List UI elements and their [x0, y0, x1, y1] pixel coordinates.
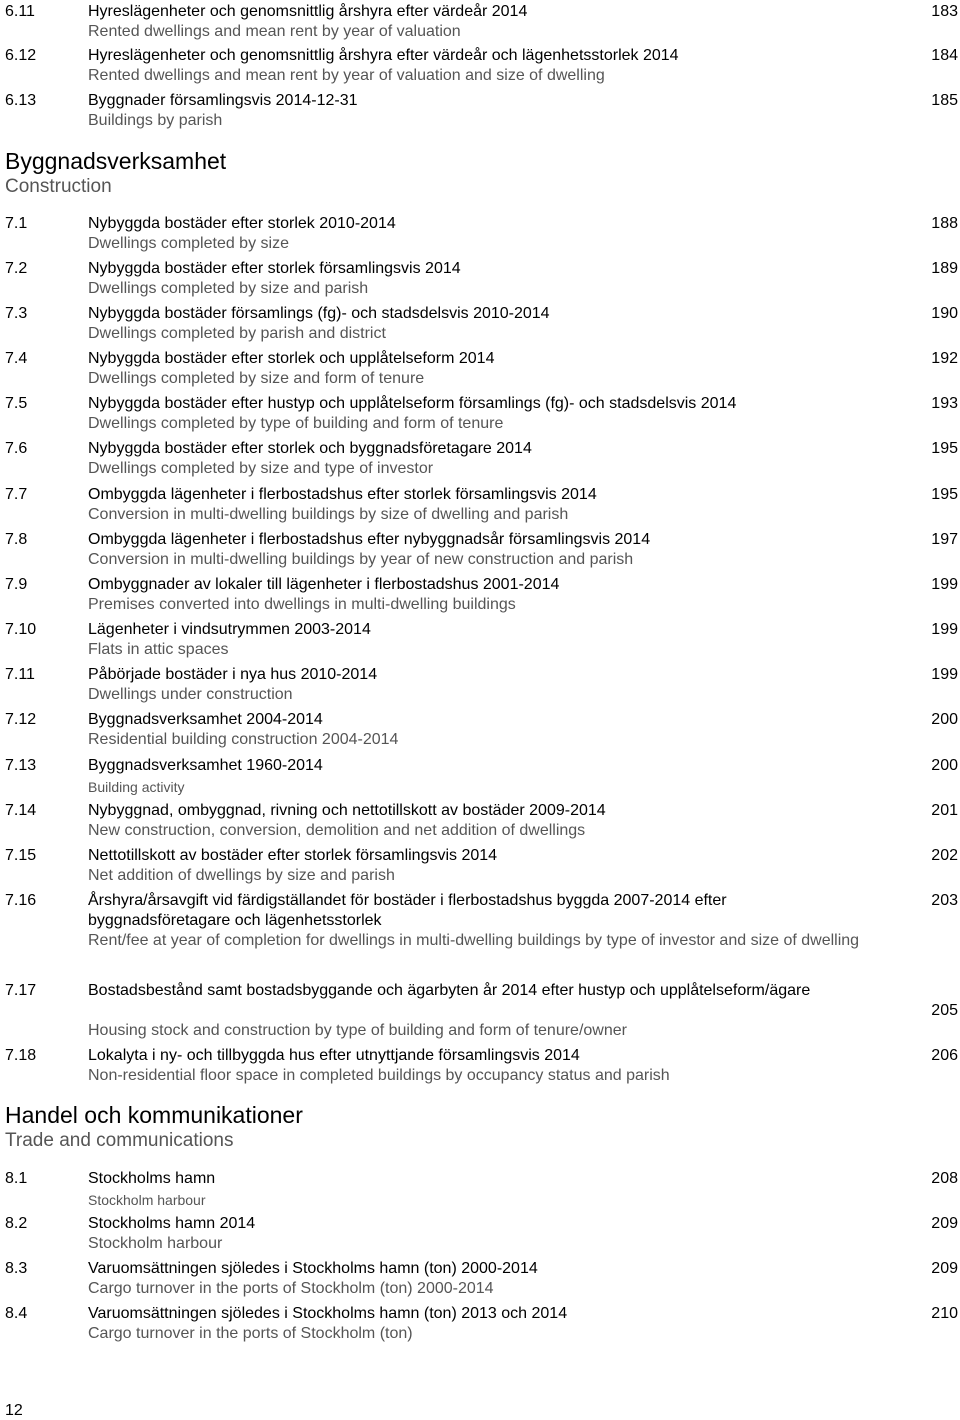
entry-page-number: 209 [931, 1260, 958, 1277]
entry-page-number: 199 [931, 666, 958, 683]
entry-page-number: 185 [931, 92, 958, 109]
entry-subtitle: Stockholm harbour [88, 1192, 206, 1208]
entry-page-number: 190 [931, 305, 958, 322]
entry-number: 7.10 [5, 621, 37, 638]
entry-page-number: 203 [931, 892, 958, 909]
entry-subtitle: Conversion in multi-dwelling buildings by size of dwelling and parish [88, 506, 569, 523]
entry-subtitle: Flats in attic spaces [88, 641, 229, 658]
entry-number: 7.8 [5, 531, 28, 548]
entry-page-number: 193 [931, 395, 958, 412]
entry-number: 6.12 [5, 47, 37, 64]
entry-number: 7.9 [5, 576, 28, 593]
entry-number: 7.11 [5, 666, 35, 683]
entry-title: Varuomsättningen sjöledes i Stockholms hamn (ton) 2000-2014 [88, 1260, 538, 1277]
entry-subtitle: Net addition of dwellings by size and parish [88, 867, 395, 884]
entry-page-number: 183 [931, 3, 958, 20]
entry-page-number: 200 [931, 711, 958, 728]
entry-page-number: 188 [931, 215, 958, 232]
entry-number: 7.13 [5, 757, 37, 774]
entry-subtitle: Rented dwellings and mean rent by year of valuation [88, 23, 461, 40]
entry-title: Nettotillskott av bostäder efter storlek församlingsvis 2014 [88, 847, 498, 864]
entry-title: Varuomsättningen sjöledes i Stockholms hamn (ton) 2013 och 2014 [88, 1305, 568, 1322]
entry-title: Ombyggda lägenheter i flerbostadshus efter nybyggnadsår församlingsvis 2014 [88, 531, 651, 548]
entry-title: Hyreslägenheter och genomsnittlig årshyra efter värdeår och lägenhetsstorlek 2014 [88, 47, 679, 64]
footer-page-number: 12 [5, 1402, 23, 1419]
entry-title: Ombyggnader av lokaler till lägenheter i flerbostadshus 2001-2014 [88, 576, 560, 593]
entry-subtitle: Premises converted into dwellings in multi-dwelling buildings [88, 596, 516, 613]
entry-subtitle: Housing stock and construction by type of building and form of tenure/owner [88, 1022, 627, 1039]
entry-number: 7.14 [5, 802, 37, 819]
entry-page-number: 192 [931, 350, 958, 367]
entry-title: Nybyggda bostäder efter storlek församlingsvis 2014 [88, 260, 461, 277]
section-heading: Byggnadsverksamhet [5, 148, 227, 174]
entry-title: Nybyggnad, ombyggnad, rivning och nettotillskott av bostäder 2009-2014 [88, 802, 606, 819]
entry-subtitle: Dwellings under construction [88, 686, 293, 703]
entry-page-number: 206 [931, 1047, 958, 1064]
entry-title: Nybyggda bostäder efter storlek och upplåtelseform 2014 [88, 350, 495, 367]
section-heading: Handel och kommunikationer [5, 1102, 303, 1128]
entry-number: 7.7 [5, 486, 28, 503]
entry-title: Nybyggda bostäder församlings (fg)- och stadsdelsvis 2010-2014 [88, 305, 550, 322]
entry-title: Påbörjade bostäder i nya hus 2010-2014 [88, 666, 378, 683]
entry-title: Årshyra/årsavgift vid färdigställandet för bostäder i flerbostadshus byggda 2007-2014 efter byggnadsföretagare och lägenhetsstorlek [88, 892, 727, 929]
entry-number: 7.12 [5, 711, 37, 728]
entry-number: 7.2 [5, 260, 28, 277]
entry-page-number: 210 [931, 1305, 958, 1322]
entry-title: Nybyggda bostäder efter storlek och byggnadsföretagare 2014 [88, 440, 532, 457]
entry-page-number: 195 [931, 440, 958, 457]
entry-title: Lägenheter i vindsutrymmen 2003-2014 [88, 621, 371, 638]
entry-title: Byggnader församlingsvis 2014-12-31 [88, 92, 358, 109]
entry-title: Stockholms hamn [88, 1170, 216, 1187]
entry-page-number: 197 [931, 531, 958, 548]
entry-subtitle: Non-residential floor space in completed buildings by occupancy status and parish [88, 1067, 670, 1084]
entry-page-number: 205 [931, 1002, 958, 1019]
entry-number: 8.4 [5, 1305, 28, 1322]
entry-page-number: 200 [931, 757, 958, 774]
entry-subtitle: Dwellings completed by size and parish [88, 280, 369, 297]
entry-number: 7.18 [5, 1047, 37, 1064]
entry-number: 7.5 [5, 395, 28, 412]
entry-title: Nybyggda bostäder efter storlek 2010-2014 [88, 215, 396, 232]
entry-title: Nybyggda bostäder efter hustyp och upplåtelseform församlings (fg)- och stadsdelsvis 2014 [88, 395, 737, 412]
entry-subtitle: Buildings by parish [88, 112, 223, 129]
entry-number: 8.3 [5, 1260, 28, 1277]
entry-number: 8.2 [5, 1215, 28, 1232]
entry-title: Byggnadsverksamhet 2004-2014 [88, 711, 323, 728]
section-subheading: Trade and communications [5, 1130, 234, 1151]
entry-page-number: 209 [931, 1215, 958, 1232]
entry-title: Ombyggda lägenheter i flerbostadshus efter storlek församlingsvis 2014 [88, 486, 597, 503]
entry-subtitle: Rented dwellings and mean rent by year of valuation and size of dwelling [88, 67, 605, 84]
entry-subtitle: Dwellings completed by type of building and form of tenure [88, 415, 504, 432]
entry-number: 8.1 [5, 1170, 28, 1187]
entry-number: 7.1 [5, 215, 28, 232]
entry-number: 7.3 [5, 305, 28, 322]
entry-subtitle: Residential building construction 2004-2014 [88, 731, 399, 748]
entry-subtitle: Dwellings completed by size [88, 235, 289, 252]
entry-number: 6.13 [5, 92, 37, 109]
entry-subtitle: Conversion in multi-dwelling buildings by year of new construction and parish [88, 551, 634, 568]
entry-page-number: 184 [931, 47, 958, 64]
entry-subtitle: Dwellings completed by parish and district [88, 325, 386, 342]
entry-page-number: 199 [931, 576, 958, 593]
entry-number: 7.16 [5, 892, 37, 909]
entry-number: 7.17 [5, 982, 37, 999]
entry-title: Lokalyta i ny- och tillbyggda hus efter utnyttjande församlingsvis 2014 [88, 1047, 580, 1064]
entry-title: Bostadsbestånd samt bostadsbyggande och ägarbyten år 2014 efter hustyp och upplåtelseform/ägare [88, 982, 811, 999]
entry-page-number: 195 [931, 486, 958, 503]
entry-page-number: 208 [931, 1170, 958, 1187]
entry-subtitle: Dwellings completed by size and form of tenure [88, 370, 425, 387]
entry-subtitle: Cargo turnover in the ports of Stockholm (ton) [88, 1325, 413, 1342]
entry-subtitle: Stockholm harbour [88, 1235, 223, 1252]
entry-page-number: 201 [931, 802, 958, 819]
entry-title: Hyreslägenheter och genomsnittlig årshyra efter värdeår 2014 [88, 3, 528, 20]
entry-page-number: 199 [931, 621, 958, 638]
section-subheading: Construction [5, 176, 112, 197]
entry-page-number: 202 [931, 847, 958, 864]
entry-number: 7.6 [5, 440, 28, 457]
entry-subtitle: Rent/fee at year of completion for dwellings in multi-dwelling buildings by type of investor and size of dwelling [88, 932, 860, 949]
entry-title: Byggnadsverksamhet 1960-2014 [88, 757, 323, 774]
entry-subtitle: Cargo turnover in the ports of Stockholm (ton) 2000-2014 [88, 1280, 494, 1297]
entry-page-number: 189 [931, 260, 958, 277]
entry-title: Stockholms hamn 2014 [88, 1215, 256, 1232]
entry-subtitle: New construction, conversion, demolition and net addition of dwellings [88, 822, 586, 839]
entry-subtitle: Dwellings completed by size and type of investor [88, 460, 434, 477]
entry-number: 6.11 [5, 3, 35, 20]
entry-number: 7.15 [5, 847, 37, 864]
entry-number: 7.4 [5, 350, 28, 367]
entry-subtitle: Building activity [88, 779, 185, 795]
